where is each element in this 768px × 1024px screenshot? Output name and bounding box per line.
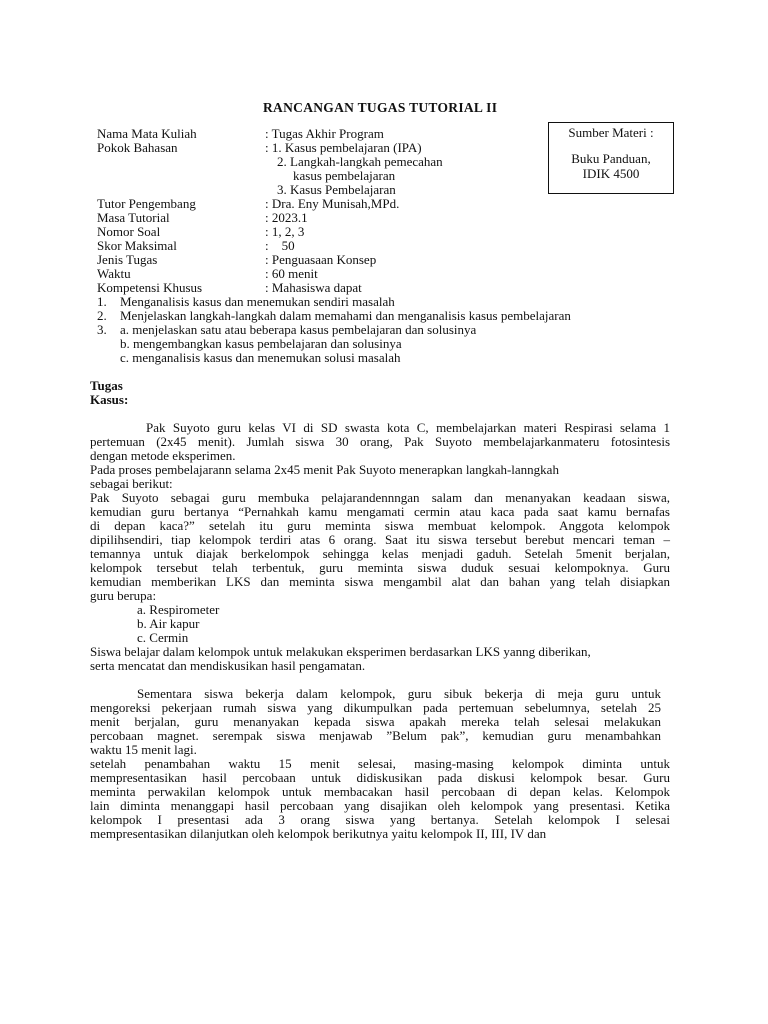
info-label-course: Nama Mata Kuliah <box>97 126 197 141</box>
para2-line-1: Pada proses pembelajarann selama 2x45 menit Pak Suyoto menerapkan langkah-lanngkah <box>90 462 559 477</box>
para6-line-2: mempresentasikan hasil percobaan untuk didiskusikan pada diskusi kelompok besar. Guru <box>90 770 670 785</box>
para1-line-1: Pak Suyoto guru kelas VI di SD swasta kota C, membelajarkan materi Respirasi selama 1 <box>146 420 670 435</box>
para3-line-6: kelompok tersebut telah terbentuk, guru meminta siswa duduk sesuai kelompoknya. Guru <box>90 560 670 575</box>
para4-line-1: Siswa belajar dalam kelompok untuk melakukan eksperimen berdasarkan LKS yanng diberikan, <box>90 644 591 659</box>
para3-line-7: kemudian memberikan LKS dan meminta siswa mengambil alat dan bahan yang telah disiapkan <box>90 574 670 589</box>
competency-sub-c: c. menganalisis kasus dan menemukan solusi masalah <box>120 350 401 365</box>
document-title: RANCANGAN TUGAS TUTORIAL II <box>263 100 498 115</box>
source-material-box <box>548 122 674 194</box>
para3-line-3: di depan kaca?” setelah itu guru meminta siswa membuat kelompok. Anggota kelompok <box>90 518 670 533</box>
info-label-time: Waktu <box>97 266 131 281</box>
material-item-a: a. Respirometer <box>137 602 220 617</box>
para1-line-2: pertemuan (2x45 menit). Jumlah siswa 30 orang, Pak Suyoto membelajarkanmateru fotosintesis <box>90 434 670 449</box>
para4-line-2: serta mencatat dan mendiskusikan hasil pengamatan. <box>90 658 366 673</box>
topic-item-2: 2. Langkah-langkah pemecahan <box>277 154 443 169</box>
info-label-task-type: Jenis Tugas <box>97 252 158 267</box>
competency-text-3: a. menjelaskan satu atau beberapa kasus pembelajaran dan solusinya <box>120 322 477 337</box>
source-line-2: IDIK 4500 <box>582 166 640 181</box>
para3-line-8: guru berupa: <box>90 588 157 603</box>
info-value-tutor: : Dra. Eny Munisah,MPd. <box>265 196 400 211</box>
para3-line-1: Pak Suyoto sebagai guru membuka pelajarandennngan salam dan menanyakan keadaan siswa, <box>90 490 670 505</box>
para6-line-4: lain diminta menanggapi hasil percobaan yang disajikan oleh kelompok yang presentasi. Ketika <box>90 798 670 813</box>
task-heading-2: Kasus: <box>90 392 129 407</box>
competency-text-1: Menganalisis kasus dan menemukan sendiri masalah <box>120 294 395 309</box>
para5-line-3: menit berjalan, guru menanyakan kepada siswa apakah mereka telah selesai melakukan <box>90 714 661 729</box>
para6-line-1: setelah penambahan waktu 15 menit selesai, masing-masing kelompok diminta untuk <box>90 756 670 771</box>
competency-sub-b: b. mengembangkan kasus pembelajaran dan solusinya <box>120 336 402 351</box>
competency-text-2: Menjelaskan langkah-langkah dalam memahami dan menganalisis kasus pembelajaran <box>120 308 571 323</box>
task-heading-1: Tugas <box>90 378 123 393</box>
material-item-c: c. Cermin <box>137 630 189 645</box>
para6-line-6: mempresentasikan dilanjutkan oleh kelompok berikutnya yaitu kelompok II, III, IV dan <box>90 826 547 841</box>
topic-item-3: 3. Kasus Pembelajaran <box>277 182 396 197</box>
para5-line-4: percobaan magnet. serempak siswa menjawab ”Belum pak”, kemudian guru menambahkan <box>90 728 661 743</box>
para5-line-5: waktu 15 menit lagi. <box>90 742 197 757</box>
info-label-tutor: Tutor Pengembang <box>97 196 196 211</box>
info-label-period: Masa Tutorial <box>97 210 170 225</box>
para5-line-1: Sementara siswa bekerja dalam kelompok, guru sibuk bekerja di meja guru untuk <box>137 686 661 701</box>
para6-line-3: meminta perwakilan kelompok untuk membacakan hasil percobaan di depan kelas. Kelompok <box>90 784 670 799</box>
para1-line-3: dengan metode eksperimen. <box>90 448 236 463</box>
info-value-course: : Tugas Akhir Program <box>265 126 384 141</box>
para3-line-4: dipilihsendiri, tiap kelompok terdiri atas 6 orang. Saat itu siswa tersebut berebut mencari teman – <box>90 532 670 547</box>
info-value-time: : 60 menit <box>265 266 318 281</box>
info-value-max-score: : 50 <box>265 238 295 253</box>
info-value-competency: : Mahasiswa dapat <box>265 280 362 295</box>
info-value-question-number: : 1, 2, 3 <box>265 224 305 239</box>
info-label-max-score: Skor Maksimal <box>97 238 177 253</box>
topic-item-2-cont: kasus pembelajaran <box>293 168 396 183</box>
para5-line-2: mengoreksi pekerjaan rumah siswa yang dikumpulkan pada pertemuan sebelumnya, setelah 25 <box>90 700 661 715</box>
info-value-period: : 2023.1 <box>265 210 308 225</box>
info-value-task-type: : Penguasaan Konsep <box>265 252 377 267</box>
info-value-topic: : 1. Kasus pembelajaran (IPA) <box>265 140 422 155</box>
para2-line-2: sebagai berikut: <box>90 476 173 491</box>
info-label-question-number: Nomor Soal <box>97 224 161 239</box>
competency-num-1: 1. <box>97 294 107 309</box>
competency-num-3: 3. <box>97 322 107 337</box>
info-label-competency: Kompetensi Khusus <box>97 280 203 295</box>
material-item-b: b. Air kapur <box>137 616 200 631</box>
source-line-1: Buku Panduan, <box>571 151 651 166</box>
para3-line-5: temannya untuk diajak berkelompok sehingga kelas menjadi gaduh. Setelah 5menit berjalan, <box>90 546 670 561</box>
para3-line-2: kemudian guru bertanya “Pernahkah kamu mengamati cermin atau kaca pada saat kamu bernafas <box>90 504 670 519</box>
competency-num-2: 2. <box>97 308 107 323</box>
source-label: Sumber Materi : <box>568 125 654 140</box>
info-label-topic: Pokok Bahasan <box>97 140 178 155</box>
para6-line-5: kelompok I presentasi ada 3 orang siswa yang bertanya. Setelah kelompok I selesai <box>90 812 670 827</box>
